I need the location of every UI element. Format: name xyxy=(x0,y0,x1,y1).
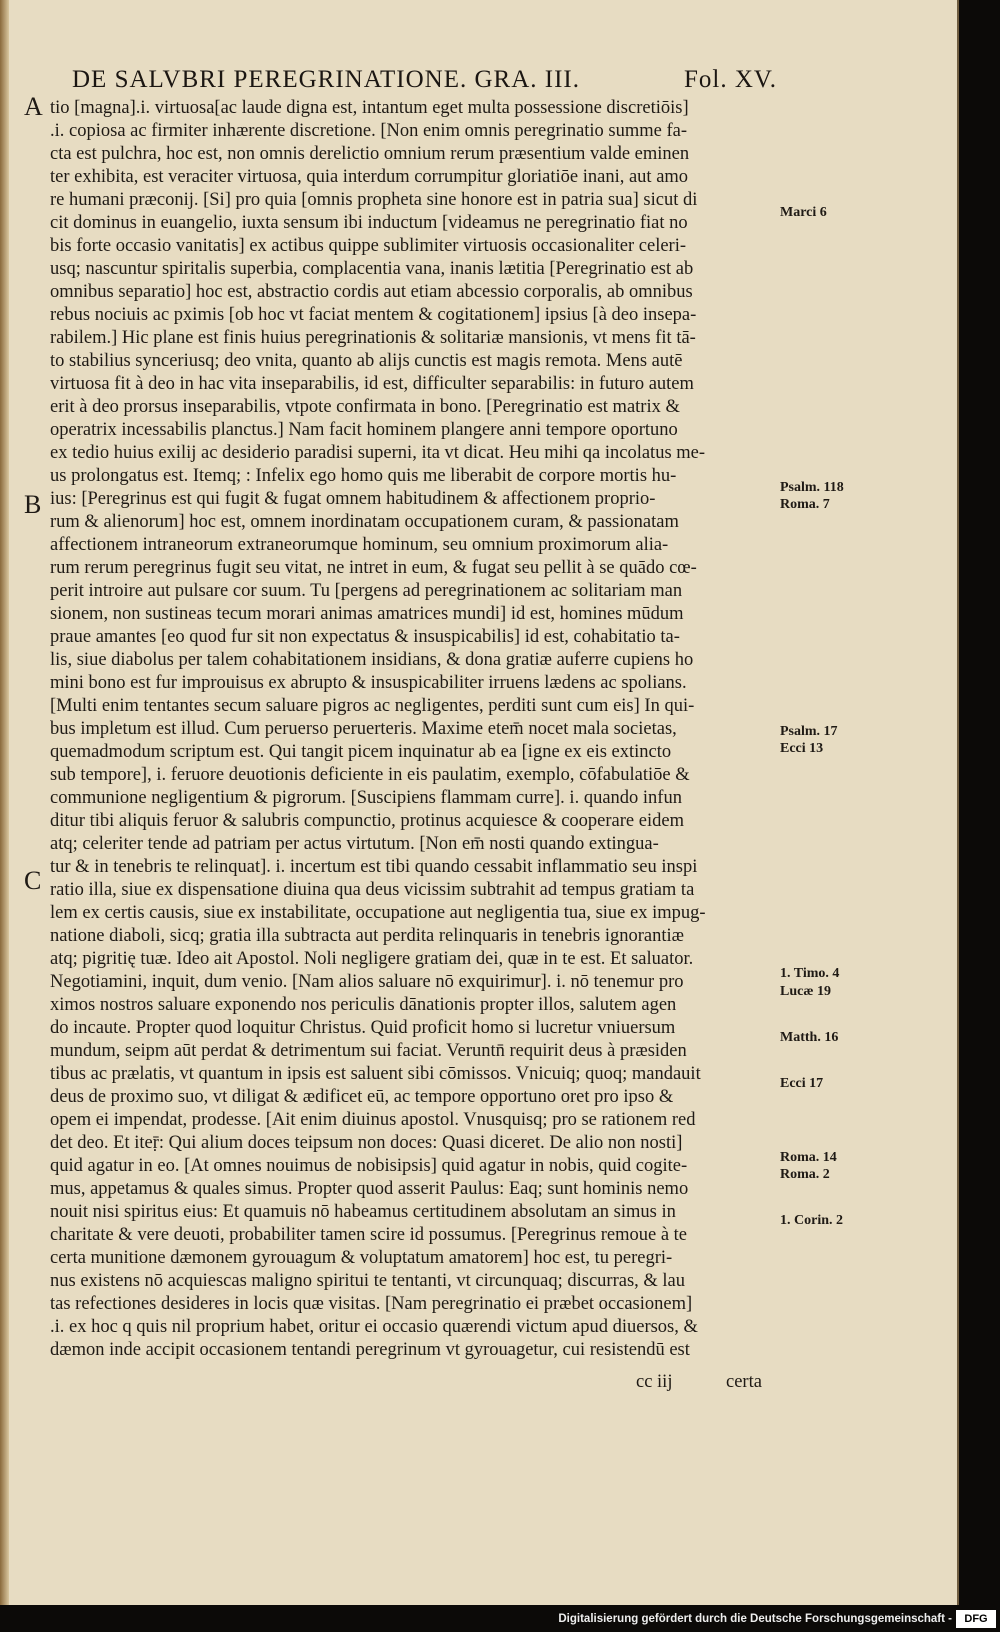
text-line: .i. copiosa ac firmiter inhærente discretione. [Non enim omnis peregrinatio summe fa- xyxy=(50,121,688,141)
marginal-note: Roma. 2 xyxy=(780,1167,830,1182)
catchword: certa xyxy=(726,1372,762,1392)
text-line: Negotiamini, inquit, dum venio. [Nam alios saluare nō exquirimur]. i. nō tenemur pro xyxy=(50,972,684,992)
text-line: ex tedio huius exilij ac desiderio paradisi superni, ita vt dicat. Heu mihi qa incolatus me- xyxy=(50,443,706,463)
text-line: certa munitione dæmonem gyrouagum & voluptatum amatorem] hoc est, tu peregri- xyxy=(50,1248,673,1268)
marginal-note: Matth. 16 xyxy=(780,1030,839,1045)
text-line: erit à deo prorsus inseparabilis, vtpote confirmata in bono. [Peregrinatio est matrix & xyxy=(50,397,680,417)
text-line: do incaute. Propter quod loquitur Christus. Quid proficit homo si lucretur vniuersum xyxy=(50,1018,676,1038)
text-line: us prolongatus est. Itemq; : Infelix ego homo quis me liberabit de corpore mortis hu- xyxy=(50,466,677,486)
text-line: sionem, non sustineas tecum morari animas amatrices mundi] id est, homines mūdum xyxy=(50,604,684,624)
text-line: ditur tibi aliquis feruor & salubris compunctio, protinus acquiesce & cooperare eidem xyxy=(50,811,684,831)
text-line: mini bono est fur improuisus ex abrupto & insuspicabiliter irruens lædens ac spolians. xyxy=(50,673,687,693)
text-line: nouit nisi spiritus eius: Et quamuis nō habeamus certitudinem absolutam an simus in xyxy=(50,1202,676,1222)
marginal-note: Roma. 7 xyxy=(780,497,830,512)
section-letter-b: B xyxy=(24,490,42,519)
text-line: praue amantes [eo quod fur sit non expectatus & insuspicabilis] id est, cohabitatio ta- xyxy=(50,627,680,647)
text-line: tio [magna].i. virtuosa[ac laude digna est, intantum eget multa possessione discretiōis] xyxy=(50,98,689,118)
text-line: rebus nociuis ac pximis [ob hoc vt faciat mentem & cogitationem] ipsius [à deo insepa- xyxy=(50,305,697,325)
marginal-note: Ecci 17 xyxy=(780,1076,824,1091)
text-line: quemadmodum scriptum est. Qui tangit picem inquinatur ab ea [igne ex eis extincto xyxy=(50,742,672,762)
text-line: tas refectiones desideres in locis quæ visitas. [Nam peregrinatio ei præbet occasionem] xyxy=(50,1294,693,1314)
text-line: bis forte occasio vanitatis] ex actibus quippe sublimiter virtuosis occasionaliter celeri- xyxy=(50,236,687,256)
text-line: opem ei impendat, prodesse. [Ait enim diuinus apostol. Vnusquisq; pro se rationem red xyxy=(50,1110,696,1130)
text-line: atq; celeriter tende ad patriam per actus virtutum. [Non em̄ nosti quando extingua- xyxy=(50,834,659,854)
text-line: dæmon inde accipit occasionem tentandi peregrinum vt gyrouagetur, cui resistendū est xyxy=(50,1340,690,1360)
marginal-note: Psalm. 118 xyxy=(780,480,844,495)
running-title: DE SALVBRI PEREGRINATIONE. GRA. III. xyxy=(72,66,580,93)
marginal-note: Psalm. 17 xyxy=(780,724,838,739)
text-line: bus impletum est illud. Cum peruerso peruerteris. Maxime etem̄ nocet mala societas, xyxy=(50,719,677,739)
text-line: .i. ex hoc q quis nil proprium habet, oritur ei occasio quærendi victum apud diuersos, & xyxy=(50,1317,698,1337)
text-line: nus existens nō acquiescas maligno spiritui te tentanti, vt circunquaq; discurras, & lau xyxy=(50,1271,686,1291)
text-line: re humani præconij. [Si] pro quia [omnis propheta sine honore est in patria sua] sicut di xyxy=(50,190,698,210)
text-line: sub tempore], i. feruore deuotionis deficiente in eis paulatim, exemplo, cōfabulatiōe & xyxy=(50,765,690,785)
section-letter-a: A xyxy=(24,92,43,121)
marginal-note: 1. Corin. 2 xyxy=(780,1213,843,1228)
marginal-note: Roma. 14 xyxy=(780,1150,837,1165)
text-line: lem ex certis causis, siue ex instabilitate, occupatione aut negligentia tua, siue ex impug- xyxy=(50,903,706,923)
text-line: cta est pulchra, hoc est, non omnis derelictio omnium rerum præsentium valde eminen xyxy=(50,144,690,164)
text-line: tibus ac prælatis, vt quantum in ipsis est saluent sibi cōmissos. Vnicuiq; quoq; mandauit xyxy=(50,1064,701,1084)
running-header xyxy=(72,66,777,94)
text-line: mundum, seipm aūt perdat & detrimentum sui faciat. Veruntn̄ requirit deus à præsiden xyxy=(50,1041,687,1061)
dfg-logo: DFG xyxy=(956,1610,996,1628)
text-line: perit introire aut pulsare cor suum. Tu [pergens ad peregrinationem ac solitariam man xyxy=(50,581,683,601)
section-letter-c: C xyxy=(24,866,42,895)
text-line: mus, appetamus & quales simus. Propter quod asserit Paulus: Eaq; sunt hominis nemo xyxy=(50,1179,689,1199)
marginal-note: Ecci 13 xyxy=(780,741,824,756)
folio-number: Fol. XV. xyxy=(684,66,777,93)
text-line: operatrix incessabilis planctus.] Nam facit hominem plangere anni tempore oportuno xyxy=(50,420,678,440)
text-line: affectionem intraneorum extraneorumque hominum, seu omnium proximorum alia- xyxy=(50,535,669,555)
marginal-note: Marci 6 xyxy=(780,205,827,220)
text-line: cit dominus in euangelio, iuxta sensum ibi inductum [videamus ne peregrinatio fiat no xyxy=(50,213,688,233)
text-line: atq; pigritię tuæ. Ideo ait Apostol. Noli negligere gratiam dei, quæ in te est. Et saluator. xyxy=(50,949,694,969)
text-line: ximos nostros saluare exponendo nos periculis dānationis propter illos, salutem agen xyxy=(50,995,677,1015)
signature-mark: cc iij xyxy=(636,1372,673,1392)
text-line: deus de proximo suo, vt diligat & ædificet eū, ac tempore opportuno oret pro ipso & xyxy=(50,1087,674,1107)
text-line: rum & alienorum] hoc est, omnem inordinatam occupationem curam, & passionatam xyxy=(50,512,679,532)
text-line: ratio illa, siue ex dispensatione diuina qua deus vicissim subtrahit ad tempus gratiam ta xyxy=(50,880,695,900)
text-line: charitate & vere deuoti, probabiliter tamen scire id possumus. [Peregrinus remoue à te xyxy=(50,1225,688,1245)
text-line: natione diaboli, sicq; gratia illa subtracta aut perdita relinquaris in tenebris ignorantiæ xyxy=(50,926,684,946)
text-line: quid agatur in eo. [At omnes nouimus de nobisipsis] quid agatur in nobis, quid cogite- xyxy=(50,1156,688,1176)
text-line: omnibus separatio] hoc est, abstractio cordis aut etiam abcessio corporalis, ab omnibus xyxy=(50,282,693,302)
text-line: rabilem.] Hic plane est finis huius peregrinationis & solitariæ mansionis, vt mens fit tā- xyxy=(50,328,696,348)
marginal-note: 1. Timo. 4 xyxy=(780,966,840,981)
marginal-note: Lucæ 19 xyxy=(780,984,831,999)
text-line: usq; nascuntur spiritalis superbia, complacentia vana, inanis lætitia [Peregrinatio est ab xyxy=(50,259,694,279)
text-line: [Multi enim tentantes secum saluare pigros ac negligentes, perditi sunt cum eis] In qui- xyxy=(50,696,695,716)
text-line: det deo. Et iteṝ: Qui alium doces teipsum non doces: Quasi diceret. De alio non nosti] xyxy=(50,1133,683,1153)
text-line: communione negligentium & pigrorum. [Suscipiens flammam curre]. i. quando infun xyxy=(50,788,682,808)
text-line: lis, siue diabolus per talem cohabitationem insidians, & dona gratiæ auferre cupiens ho xyxy=(50,650,694,670)
text-line: rum rerum peregrinus fugit seu vitat, ne intret in eum, & fugat seu pellit à se quādo cœ- xyxy=(50,558,697,578)
text-line: tur & in tenebris te relinquat]. i. incertum est tibi quando cessabit inflammatio seu inspi xyxy=(50,857,698,877)
text-line: virtuosa fit à deo in hac vita inseparabilis, id est, difficulter separabilis: in futuro autem xyxy=(50,374,694,394)
text-line: ius: [Peregrinus est qui fugit & fugat omnem habitudinem & affectionem proprio- xyxy=(50,489,656,509)
text-line: to stabilius synceriusq; deo vnita, quanto ab alijs cunctis est magis remota. Mens autē xyxy=(50,351,683,371)
digitization-credit: Digitalisierung gefördert durch die Deutsche Forschungsgemeinschaft - xyxy=(558,1613,952,1625)
text-line: ter exhibita, est veraciter virtuosa, quia interdum corrumpitur gloriatiōe inani, aut amo xyxy=(50,167,689,187)
